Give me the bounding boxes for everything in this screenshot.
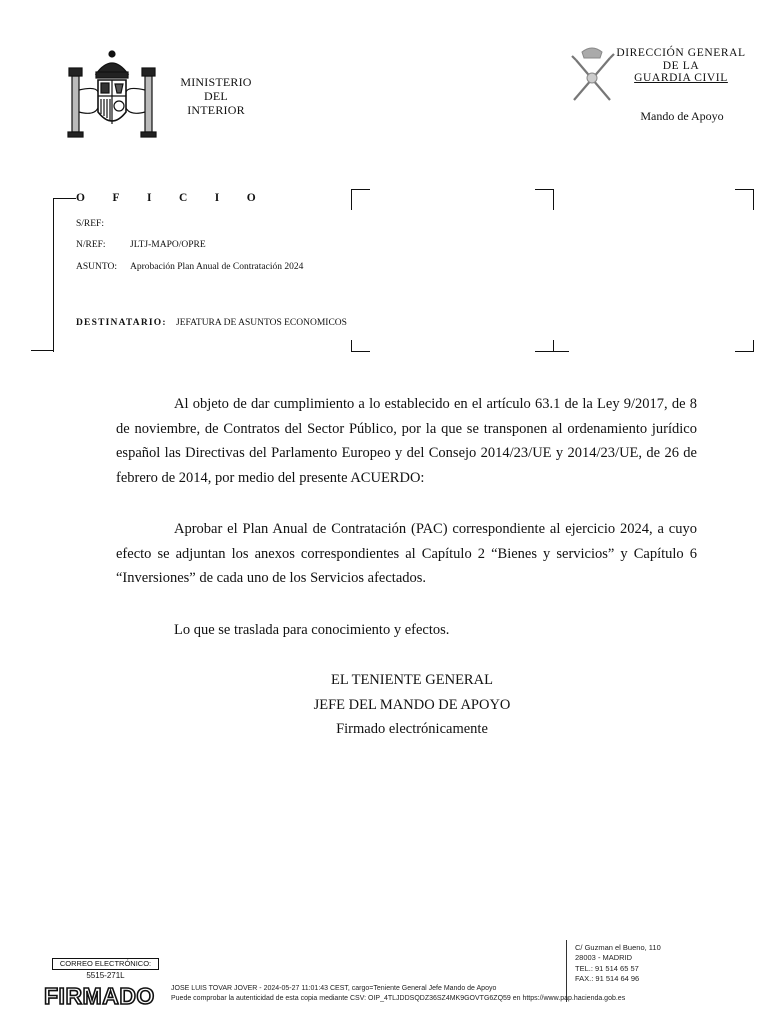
footer-address	[575, 943, 661, 985]
signature-note: Firmado electrónicamente	[336, 721, 488, 738]
asunto-value: Aprobación Plan Anual de Contratación 2024	[130, 262, 304, 272]
address-window-corner	[735, 189, 754, 210]
paragraph-text: Lo que se traslada para conocimiento y efectos.	[174, 622, 450, 638]
asunto-label: ASUNTO:	[76, 262, 117, 272]
address-window-corner	[535, 340, 569, 352]
body-paragraph-3	[116, 618, 697, 643]
guardia-civil-title	[614, 47, 748, 85]
paragraph-text: Aprobar el Plan Anual de Contratación (PAC) correspondiente al ejercicio 2024, a cuyo efecto se adjuntan los anexos correspondientes al Capítulo 2 “Bienes y servicios” y Capítulo 6 “Inversiones” de cada uno de los Servicios afectados.	[116, 521, 697, 587]
paragraph-text: Al objeto de dar cumplimiento a lo establecido en el artículo 63.1 de la Ley 9/2017, de 8 de noviembre, de Contratos del Sector Público, por la que se transponen al ordenamiento jurídico español las Directivas del Parlamento Europeo y del Consejo 2014/23/UE y 2014/23/UE, de 26 de febrero de 2014, por medio del presente ACUERDO:	[116, 396, 697, 486]
electronic-signature-line: JOSE LUIS TOVAR JOVER - 2024-05-27 11:01:43 CEST, cargo=Teniente General Jefe Mando de Apoyo	[171, 985, 497, 992]
ministry-name	[170, 75, 262, 117]
address-line: TEL.: 91 514 65 57	[575, 963, 639, 973]
nref-value: JLTJ-MAPO/OPRE	[130, 240, 206, 250]
firmado-stamp: FIRMADO	[44, 983, 155, 1009]
destinatario-value: JEFATURA DE ASUNTOS ECONOMICOS	[176, 318, 347, 328]
address-line: FAX.: 91 514 64 96	[575, 974, 640, 984]
destinatario-label: DESTINATARIO:	[76, 318, 167, 328]
body-paragraph-1	[116, 392, 697, 490]
coat-of-arms-icon	[66, 46, 158, 142]
body-paragraph-2	[116, 517, 697, 591]
footer-divider	[566, 940, 567, 1002]
sref-label: S/REF:	[76, 219, 104, 229]
gc-title-line-2: DE LA	[662, 59, 700, 72]
nref-label: N/REF:	[76, 240, 106, 250]
address-window-corner	[553, 189, 557, 209]
gc-title-line-1: DIRECCIÓN GENERAL	[616, 47, 746, 59]
ministry-line-3: INTERIOR	[187, 103, 245, 117]
address-line: 28003 - MADRID	[575, 953, 633, 963]
unit-name: Mando de Apoyo	[640, 109, 724, 123]
oficio-title: OFICIO	[76, 192, 284, 204]
signature-position: JEFE DEL MANDO DE APOYO	[313, 696, 511, 713]
oficio-frame-left	[53, 198, 76, 352]
ministry-line-1: MINISTERIO	[180, 75, 252, 89]
csv-verification-line: Puede comprobar la autenticidad de esta copia mediante CSV: OIP_4TLJDDSQDZ36SZ4MK9GOVTG6ZQ59 en https://www.pap.hacienda.gob.es	[171, 995, 626, 1002]
address-window-corner	[553, 340, 557, 351]
signature-block	[250, 668, 574, 742]
correo-label: CORREO ELECTRÓNICO:	[52, 958, 159, 970]
address-window-corner	[351, 189, 370, 210]
oficio-frame-left-foot	[31, 350, 53, 351]
guardia-civil-emblem-icon	[568, 44, 616, 104]
signature-rank: EL TENIENTE GENERAL	[331, 672, 493, 688]
ministry-line-2: DEL	[204, 89, 228, 103]
address-window-corner	[735, 340, 754, 352]
gc-title-line-3: GUARDIA CIVIL	[634, 72, 728, 84]
address-window-corner	[535, 189, 554, 210]
correo-value: 5515-271L	[86, 971, 125, 980]
address-window-corner	[351, 340, 370, 352]
address-line: C/ Guzman el Bueno, 110	[575, 943, 661, 952]
